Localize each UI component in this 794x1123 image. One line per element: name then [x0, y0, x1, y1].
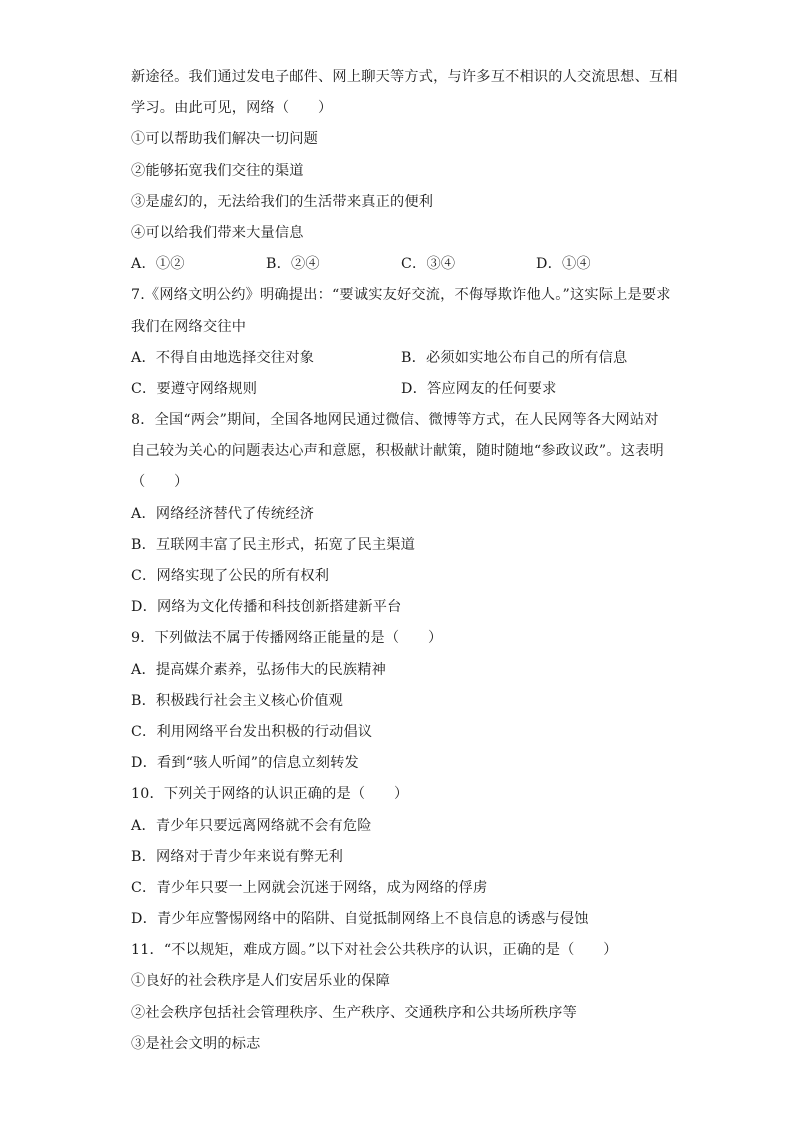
q6-stem-line-1: 新途径。我们通过发电子邮件、网上聊天等方式，与许多互不相识的人交流思想、互相	[131, 69, 678, 85]
q7-option-b: B．必须如实地公布自己的所有信息	[401, 349, 628, 366]
q8-option-a: A．网络经济替代了传统经济	[131, 505, 315, 522]
q9-option-a: A．提高媒介素养，弘扬伟大的民族精神	[131, 661, 387, 678]
q9-stem: 9．下列做法不属于传播网络正能量的是（ ）	[131, 630, 443, 647]
q10-option-d: D．青少年应警惕网络中的陷阱、自觉抵制网络上不良信息的诱惑与侵蚀	[131, 911, 589, 928]
q8-option-d: D．网络为文化传播和科技创新搭建新平台	[131, 599, 402, 616]
q6-stem-line-2: 学习。由此可见，网络（ ）	[131, 100, 333, 117]
exam-page	[131, 62, 678, 1060]
q7-options-row-2	[131, 374, 671, 405]
q11-statement-3: ③是社会文明的标志	[131, 1035, 261, 1052]
q6-statement-1: ①可以帮助我们解决一切问题	[131, 131, 319, 148]
q6-option-b: B．②④	[266, 256, 320, 273]
q8-option-c: C．网络实现了公民的所有权利	[131, 568, 330, 584]
q8-option-b: B．互联网丰富了民主形式，拓宽了民主渠道	[131, 536, 415, 553]
q10-option-a: A．青少年只要远离网络就不会有危险	[131, 817, 372, 834]
q7-stem-line-1: 7.《网络文明公约》明确提出：“要诚实友好交流，不侮辱欺诈他人。”这实际上是要求	[131, 287, 671, 304]
q11-statement-1: ①良好的社会秩序是人们安居乐业的保障	[131, 973, 390, 990]
q9-option-c: C．利用网络平台发出积极的行动倡议	[131, 723, 373, 740]
q10-option-c: C．青少年只要一上网就会沉迷于网络，成为网络的俘虏	[131, 879, 488, 896]
q6-statement-4: ④可以给我们带来大量信息	[131, 224, 304, 241]
q10-stem: 10．下列关于网络的认识正确的是（ ）	[131, 786, 409, 803]
q7-option-c: C．要遵守网络规则	[131, 380, 258, 397]
q11-statement-2: ②社会秩序包括社会管理秩序、生产秩序、交通秩序和公共场所秩序等	[131, 1004, 578, 1021]
q8-stem-line-2: 自己较为关心的问题表达心声和意愿，积极献计献策，随时随地“参政议政”。这表明	[131, 443, 664, 460]
q9-option-b: B．积极践行社会主义核心价值观	[131, 692, 344, 709]
q9-option-d: D．看到“骇人听闻”的信息立刻转发	[131, 755, 359, 772]
q6-statement-3: ③是虚幻的，无法给我们的生活带来真正的便利	[131, 193, 434, 210]
q10-option-b: B．网络对于青少年来说有弊无利	[131, 848, 344, 865]
q6-option-d: D．①④	[536, 256, 591, 273]
q7-option-a: A．不得自由地选择交往对象	[131, 349, 315, 366]
q6-option-a: A．①②	[131, 256, 185, 273]
q7-options-row-1	[131, 343, 671, 374]
q11-stem: 11．“不以规矩，难成方圆。”以下对社会公共秩序的认识，正确的是（ ）	[131, 942, 618, 959]
q6-options	[131, 249, 671, 280]
q7-stem-line-2: 我们在网络交往中	[131, 318, 247, 335]
q6-statement-2: ②能够拓宽我们交往的渠道	[131, 162, 304, 179]
q8-stem-line-1: 8．全国“两会”期间，全国各地网民通过微信、微博等方式，在人民网等各大网站对	[131, 412, 659, 429]
q8-stem-line-3: （ ）	[131, 474, 189, 491]
q6-option-c: C．③④	[401, 256, 456, 273]
q7-option-d: D．答应网友的任何要求	[401, 380, 557, 397]
